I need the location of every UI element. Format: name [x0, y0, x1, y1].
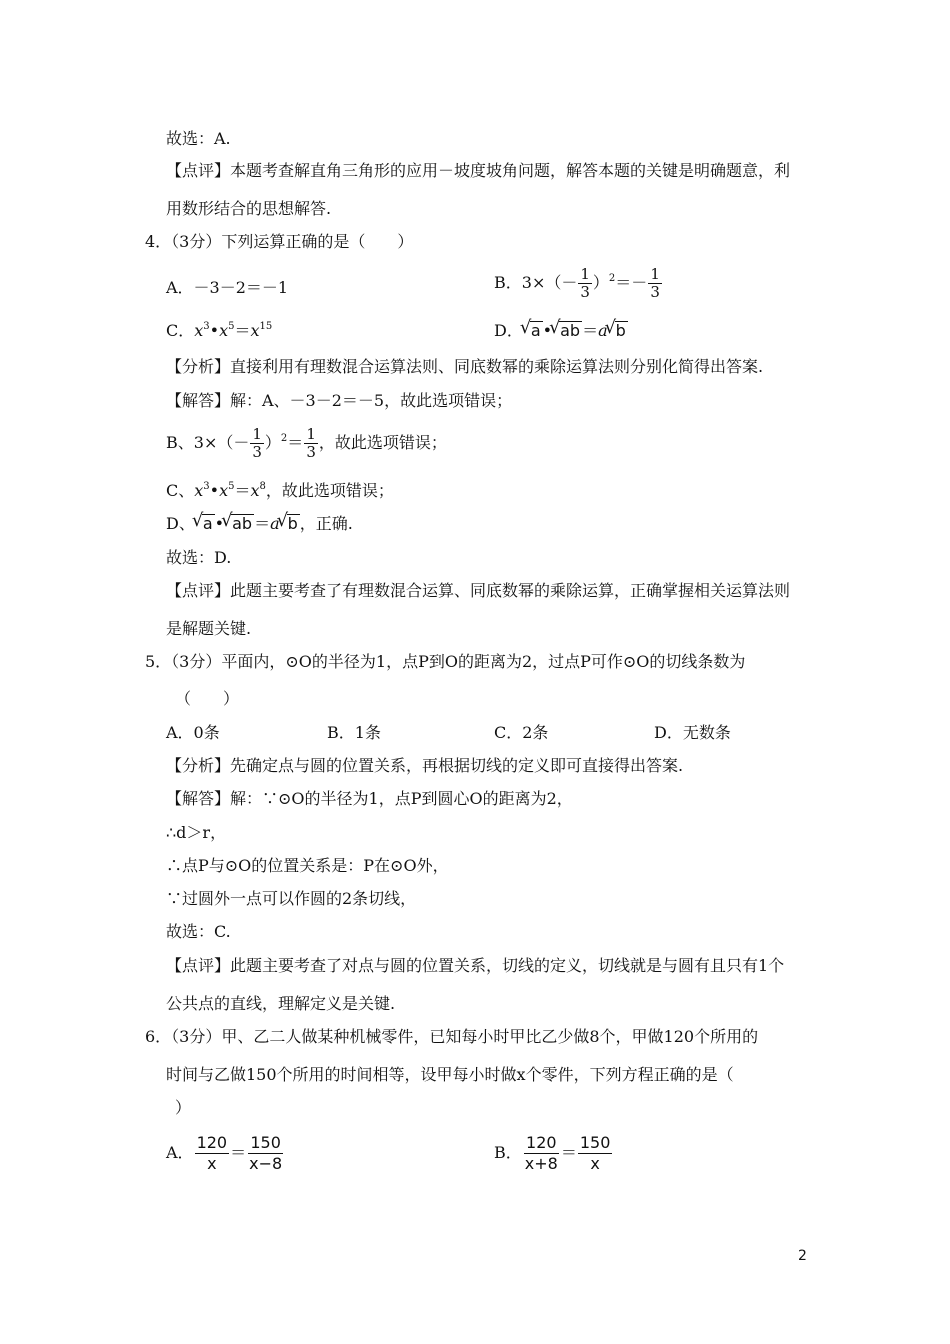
q3-comment: 【点评】本题考查解直角三角形的应用－坡度坡角问题，解答本题的关键是明确题意，利	[166, 161, 791, 180]
q4-solution-c: C、$x^3•x^5=x^8$，故此选项错误；	[166, 481, 394, 500]
fraction: $\frac{1}{3}$	[580, 265, 590, 301]
q4-option-c: C．$x^3•x^5=x^{15}$	[166, 321, 273, 340]
q5-option-c: C．2条	[494, 723, 549, 742]
fraction: $\frac{120}{x}$	[196, 1133, 228, 1173]
q3-choice: 故选：A.	[166, 129, 231, 148]
q4-solution-d: D、√ a •√ ab ＝a√ b ，正确.	[166, 513, 353, 535]
q5-option-a: A．0条	[166, 723, 220, 742]
fraction: $\frac{1}{3}$	[650, 265, 660, 301]
q5-option-b: B．1条	[327, 723, 381, 742]
q4-analysis: 【分析】直接利用有理数混合运算法则、同底数幂的乘除运算法则分别化简得出答案.	[166, 357, 764, 376]
q5-stem-cont: （ ）	[175, 689, 240, 708]
sqrt-a: √ a	[202, 514, 215, 533]
q5-solution-c: ∴点P与⊙O的位置关系是：P在⊙O外，	[166, 856, 449, 875]
q3-comment-cont: 用数形结合的思想解答.	[166, 199, 332, 218]
q5-stem: 5．（3分）平面内，⊙O的半径为1，点P到O的距离为2，过点P可作⊙O的切线条数为	[145, 652, 746, 671]
q4-comment: 【点评】此题主要考查了有理数混合运算、同底数幂的乘除运算，正确掌握相关运算法则	[166, 581, 791, 600]
sqrt-b: √ b	[287, 514, 300, 533]
fraction: $\frac{120}{x+8}$	[524, 1133, 558, 1173]
q5-solution-d: ∵过圆外一点可以作圆的2条切线，	[166, 889, 417, 908]
q4-comment-cont: 是解题关键.	[166, 619, 252, 638]
page-number: 2	[798, 1248, 807, 1264]
q6-stem-end: ）	[175, 1098, 192, 1117]
q5-comment: 【点评】此题主要考查了对点与圆的位置关系，切线的定义，切线就是与圆有且只有1个	[166, 956, 785, 975]
sqrt-b: √ b	[615, 321, 628, 340]
q5-comment-cont: 公共点的直线，理解定义是关键.	[166, 994, 396, 1013]
q6-option-a: A． $\frac{120}{x}$ ＝ $\frac{150}{x-8}$	[166, 1133, 283, 1173]
sqrt-a: √ a	[530, 321, 543, 340]
sqrt-ab: √ ab	[559, 321, 582, 340]
sqrt-ab: √ ab	[231, 514, 254, 533]
q4-solution-a: 【解答】解：A、－3－2＝－5，故此选项错误；	[166, 391, 513, 410]
q4-option-d: D．√ a •√ ab ＝a√ b	[494, 320, 628, 342]
q4-stem: 4．（3分）下列运算正确的是（ ）	[145, 232, 414, 251]
fraction: $\frac{1}{3}$	[306, 425, 316, 461]
q4-option-a: A．－3－2＝－1	[166, 278, 289, 297]
q5-solution-b: ∴d＞r，	[166, 823, 227, 842]
q4-choice: 故选：D.	[166, 548, 232, 567]
fraction: $\frac{150}{x}$	[579, 1133, 611, 1173]
q5-choice: 故选：C.	[166, 922, 231, 941]
q5-option-d: D．无数条	[654, 723, 731, 742]
q6-option-b: B． $\frac{120}{x+8}$ ＝ $\frac{150}{x}$	[494, 1133, 611, 1173]
fraction: $\frac{1}{3}$	[252, 425, 262, 461]
q6-stem: 6．（3分）甲、乙二人做某种机械零件，已知每小时甲比乙少做8个，甲做120个所用的	[145, 1027, 759, 1046]
q4-option-b: B．3×（－ $\frac{1}{3}$ ）$^2$＝－ $\frac{1}{3}$	[494, 265, 660, 301]
q5-analysis: 【分析】先确定点与圆的位置关系，再根据切线的定义即可直接得出答案.	[166, 756, 684, 775]
fraction: $\frac{150}{x-8}$	[249, 1133, 283, 1173]
q6-stem-cont: 时间与乙做150个所用的时间相等，设甲每小时做x个零件，下列方程正确的是（	[166, 1065, 734, 1084]
q4-solution-b: B、3×（－ $\frac{1}{3}$ ）$^2$＝ $\frac{1}{3}$ ，故此选项错误；	[166, 425, 447, 461]
q5-solution-a: 【解答】解：∵⊙O的半径为1，点P到圆心O的距离为2，	[166, 789, 573, 808]
